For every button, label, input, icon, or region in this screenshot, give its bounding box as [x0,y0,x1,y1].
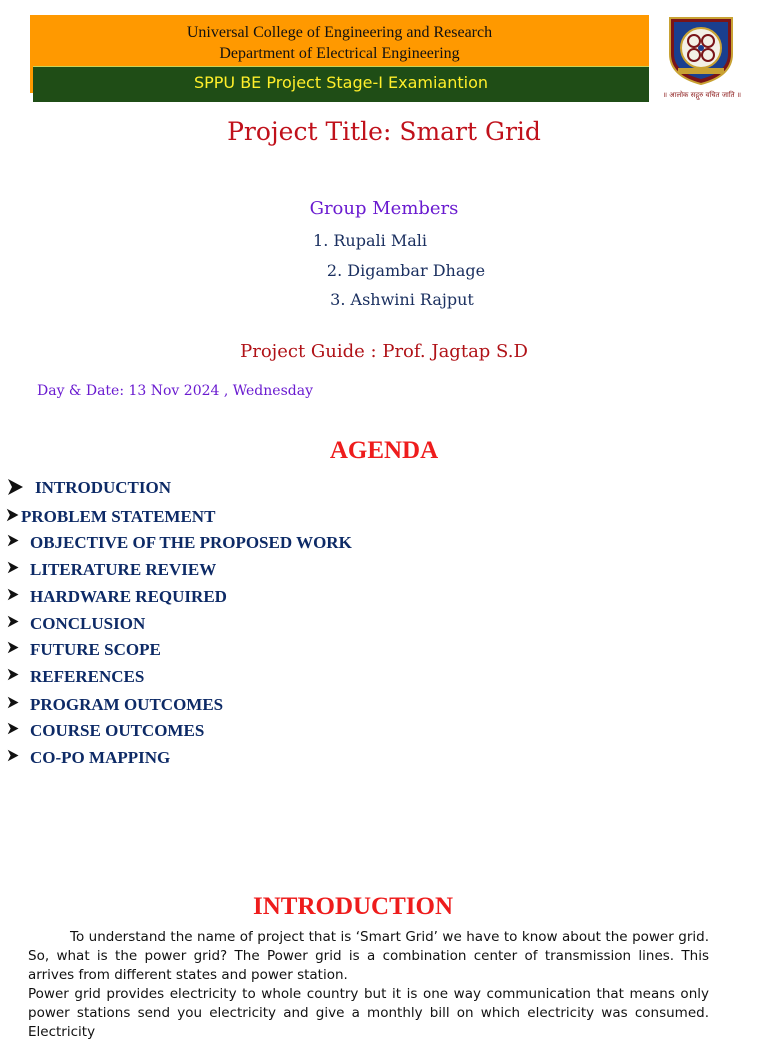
arrowhead-bullet-icon [7,696,20,709]
agenda-item-label: PROGRAM OUTCOMES [30,695,224,714]
introduction-heading: INTRODUCTION [252,893,454,920]
agenda-item-label: COURSE OUTCOMES [30,721,205,740]
intro-paragraph: To understand the name of project that is ‘Smart Grid’ we have to know about the power grid. So, what is the power grid? The Power grid is a combination center of transmission lines. This arrives from different states and power station. [28,929,709,983]
arrowhead-bullet-icon [7,588,20,601]
arrowhead-bullet-icon [7,722,20,735]
project-title: Project Title: Smart Grid [227,117,541,146]
day-date: Day & Date: 13 Nov 2024 , Wednesday [37,383,313,399]
agenda-item-label: OBJECTIVE OF THE PROPOSED WORK [30,533,352,552]
arrowhead-bullet-icon [7,615,20,628]
arrowhead-bullet-icon [7,478,25,496]
agenda-item-label: CO-PO MAPPING [30,748,171,767]
group-member: 3. Ashwini Rajput [330,290,474,309]
project-guide: Project Guide : Prof. Jagtap S.D [240,341,528,362]
agenda-item-label: LITERATURE REVIEW [30,560,217,579]
agenda-item-label: HARDWARE REQUIRED [30,587,227,606]
college-logo-icon [664,14,738,86]
arrowhead-bullet-icon [7,641,20,654]
arrowhead-bullet-icon [7,534,20,547]
agenda-item-label: INTRODUCTION [35,478,172,497]
arrowhead-bullet-icon [6,508,20,522]
college-motto: ॥ आलोक सद्गुरु वचित जाति ॥ [662,91,742,99]
department-name: Department of Electrical Engineering [219,45,460,62]
agenda-item-label: CONCLUSION [30,614,146,633]
group-member: 2. Digambar Dhage [326,261,486,280]
arrowhead-bullet-icon [7,749,20,762]
agenda-item-label: FUTURE SCOPE [30,640,161,659]
group-member: 1. Rupali Mali [313,231,427,250]
agenda-item-label: REFERENCES [30,667,145,686]
group-members-heading: Group Members [309,198,459,219]
exam-title: SPPU BE Project Stage-I Examiantion [193,73,489,92]
intro-paragraph: Power grid provides electricity to whole country but it is one way communication that means only power stations send you electricity and give a monthly bill on which electricity was consumed. Electricity [28,986,709,1040]
agenda-item-label: PROBLEM STATEMENT [21,507,216,526]
agenda-heading: AGENDA [329,437,439,464]
arrowhead-bullet-icon [7,668,20,681]
college-name: Universal College of Engineering and Research [186,24,493,41]
arrowhead-bullet-icon [7,561,20,574]
